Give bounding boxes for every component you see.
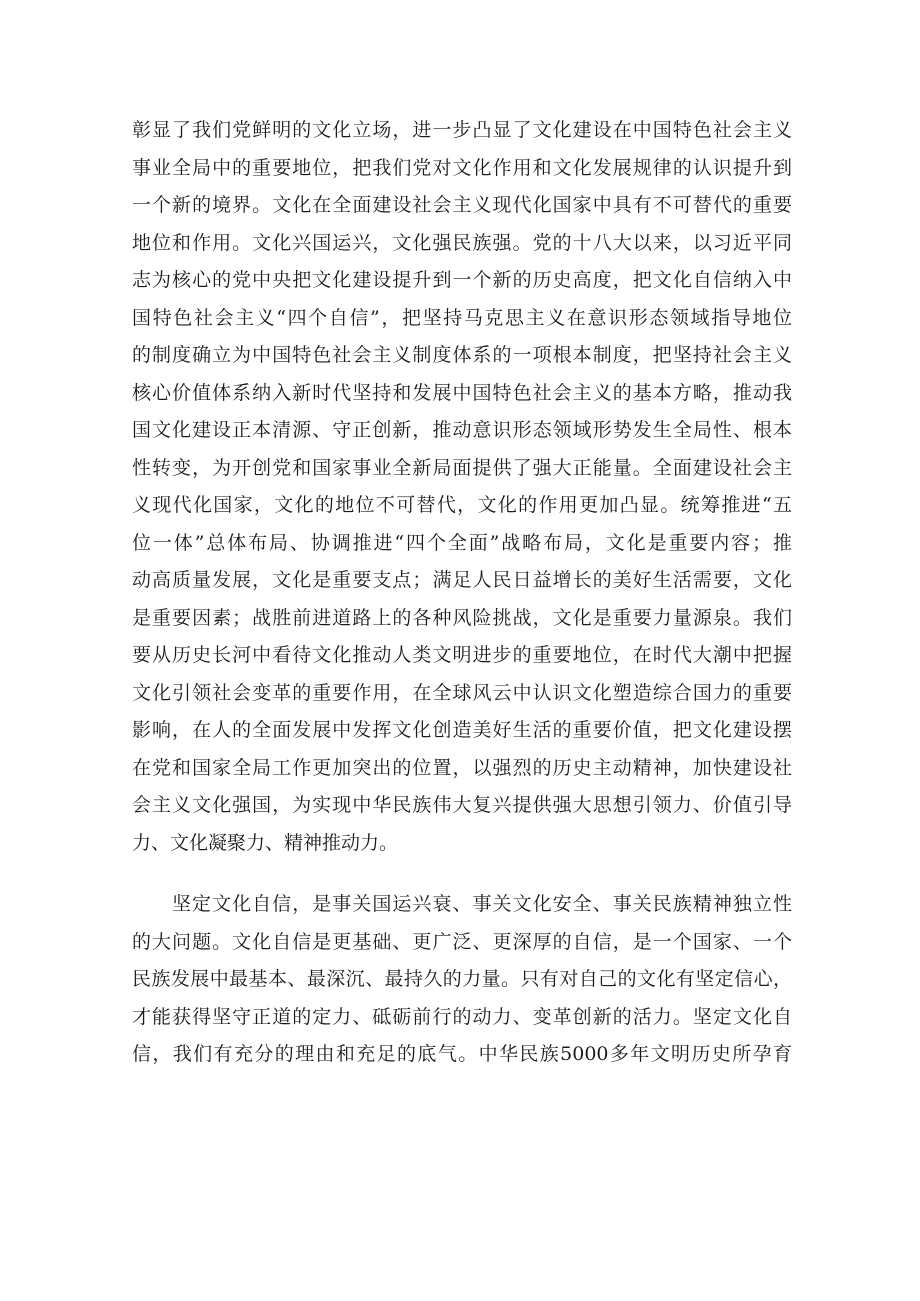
text-line: 位一体”总体布局、协调推进“四个全面”战略布局，文化是重要内容；推 xyxy=(132,531,792,554)
text-line: 性转变，为开创党和国家事业全新局面提供了强大正能量。全面建设社会主 xyxy=(132,456,792,479)
paragraph-1 xyxy=(132,112,792,862)
text-line: 动高质量发展，文化是重要支点；满足人民日益增长的美好生活需要，文化 xyxy=(132,569,792,591)
text-line: 事业全局中的重要地位，把我们党对文化作用和文化发展规律的认识提升到 xyxy=(132,156,792,179)
text-line: 会主义文化强国，为实现中华民族伟大复兴提供强大思想引领力、价值引导 xyxy=(132,794,792,816)
text-line: 坚定文化自信，是事关国运兴衰、事关文化安全、事关民族精神独立性 xyxy=(172,893,792,915)
text-line: 彰显了我们党鲜明的文化立场，进一步凸显了文化建设在中国特色社会主义 xyxy=(132,119,792,141)
text-line: 义现代化国家，文化的地位不可替代，文化的作用更加凸显。统筹推进“五 xyxy=(132,494,792,516)
text-line: 要从历史长河中看待文化推动人类文明进步的重要地位，在时代大潮中把握 xyxy=(132,644,792,666)
text-line: 的大问题。文化自信是更基础、更广泛、更深厚的自信，是一个国家、一个 xyxy=(132,930,792,953)
paragraph-2 xyxy=(132,886,792,1074)
text-line: 在党和国家全局工作更加突出的位置，以强烈的历史主动精神，加快建设社 xyxy=(132,756,792,779)
text-line: 的制度确立为中国特色社会主义制度体系的一项根本制度，把坚持社会主义 xyxy=(132,344,792,366)
text-line: 是重要因素；战胜前进道路上的各种风险挑战，文化是重要力量源泉。我们 xyxy=(132,606,792,629)
text-line: 影响，在人的全面发展中发挥文化创造美好生活的重要价值，把文化建设摆 xyxy=(132,719,792,741)
text-line: 才能获得坚守正道的定力、砥砺前行的动力、变革创新的活力。坚定文化自 xyxy=(132,1005,792,1028)
text-line: 一个新的境界。文化在全面建设社会主义现代化国家中具有不可替代的重要 xyxy=(132,194,792,216)
text-line: 文化引领社会变革的重要作用，在全球风云中认识文化塑造综合国力的重要 xyxy=(132,681,792,704)
text-line: 民族发展中最基本、最深沉、最持久的力量。只有对自己的文化有坚定信心， xyxy=(132,968,792,990)
text-line: 信，我们有充分的理由和充足的底气。中华民族5000多年文明历史所孕育 xyxy=(132,1043,792,1065)
text-line: 力、文化凝聚力、精神推动力。 xyxy=(132,831,399,854)
text-line: 地位和作用。文化兴国运兴，文化强民族强。党的十八大以来，以习近平同 xyxy=(132,231,792,254)
document-body xyxy=(132,112,792,1074)
paragraph-spacer xyxy=(132,862,792,886)
text-line: 国特色社会主义“四个自信”，把坚持马克思主义在意识形态领域指导地位 xyxy=(132,306,792,329)
text-line: 核心价值体系纳入新时代坚持和发展中国特色社会主义的基本方略，推动我 xyxy=(132,381,792,404)
text-line: 国文化建设正本清源、守正创新，推动意识形态领域形势发生全局性、根本 xyxy=(132,419,792,441)
text-line: 志为核心的党中央把文化建设提升到一个新的历史高度，把文化自信纳入中 xyxy=(132,269,792,291)
